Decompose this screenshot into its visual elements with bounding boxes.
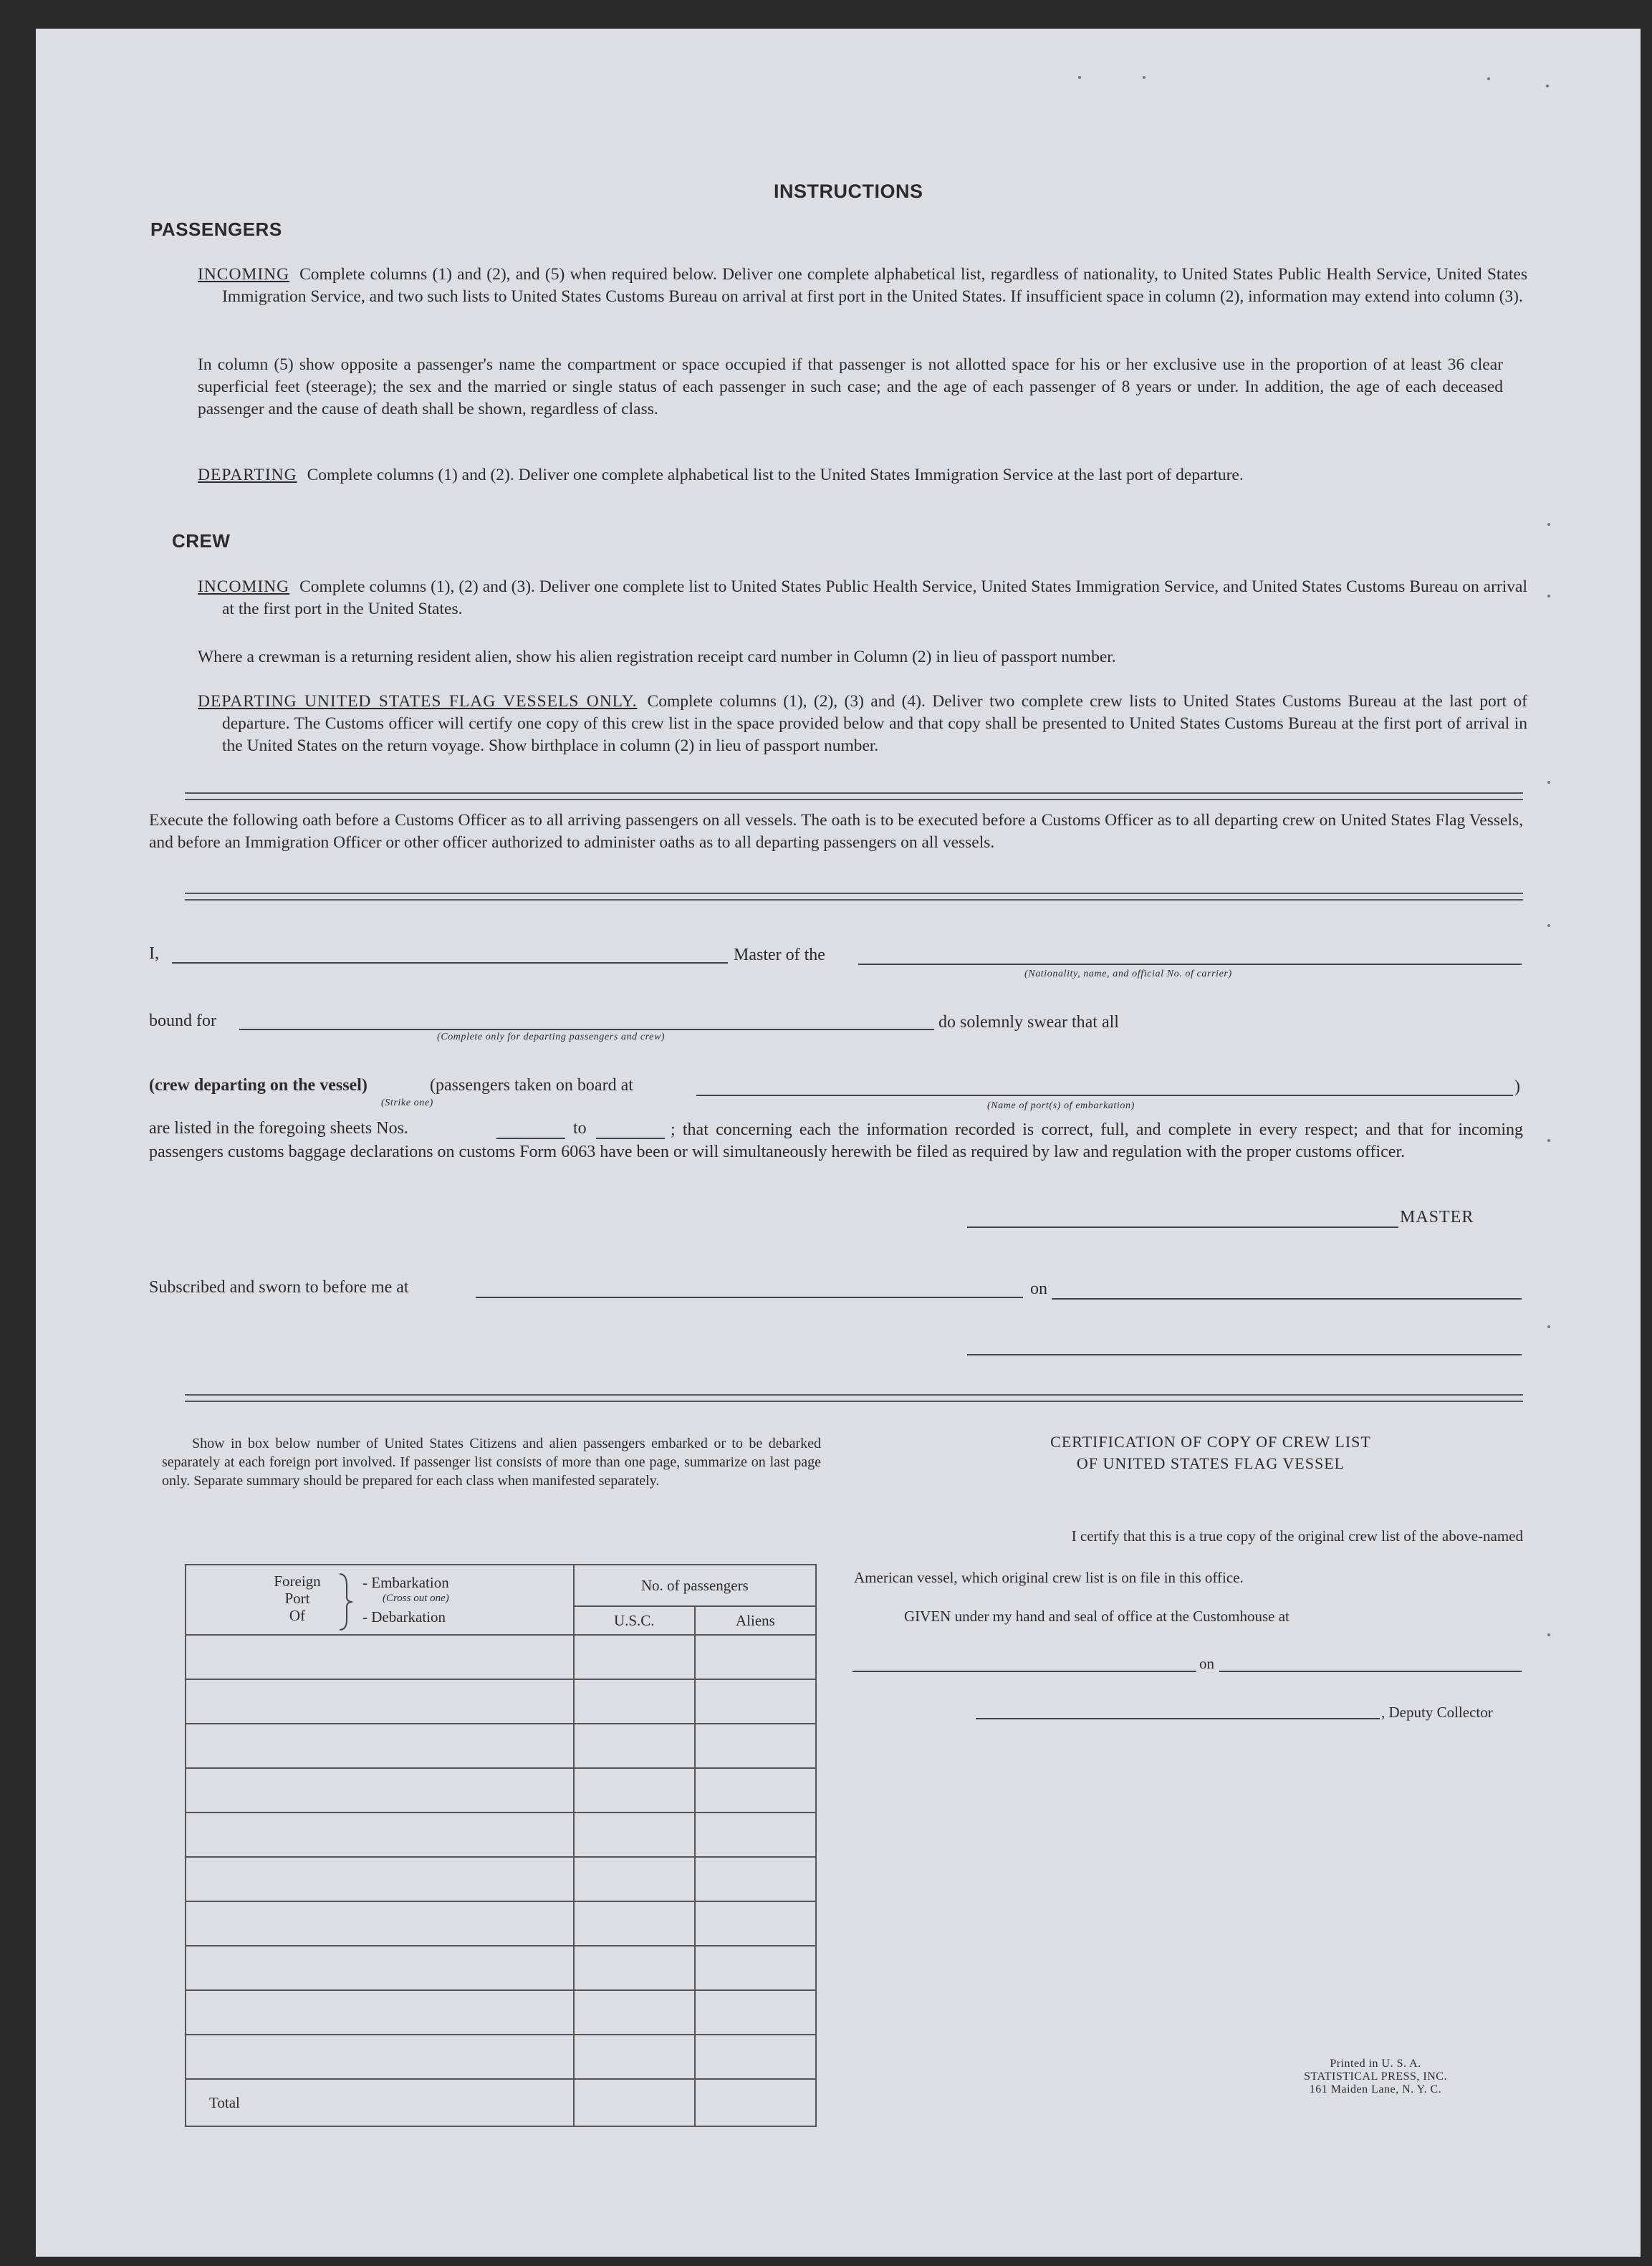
certify-date-field[interactable]	[1219, 1671, 1522, 1672]
port-cell[interactable]	[186, 1724, 574, 1768]
double-rule	[185, 893, 1523, 901]
total-row	[186, 2079, 816, 2126]
printer-imprint	[1239, 2058, 1512, 2096]
port-cell[interactable]	[186, 2035, 574, 2079]
table-header-row	[186, 1565, 816, 1606]
aliens-cell[interactable]	[695, 1724, 816, 1768]
port-cell[interactable]	[186, 1768, 574, 1813]
strike-one-caption: (Strike one)	[381, 1098, 433, 1108]
certify-line-1: I certify that this is a true copy of the original crew list of the above-named	[1071, 1527, 1523, 1545]
aliens-cell[interactable]	[695, 1857, 816, 1901]
aliens-cell[interactable]	[695, 1813, 816, 1857]
crew-heading: CREW	[172, 530, 231, 552]
table-row	[186, 1990, 816, 2035]
departing-label: DEPARTING	[198, 466, 297, 484]
aliens-total-cell[interactable]	[695, 2079, 816, 2126]
printer-line-3: 161 Maiden Lane, N. Y. C.	[1309, 2083, 1442, 2095]
close-paren: )	[1514, 1077, 1520, 1096]
sworn-on-label: on	[1030, 1280, 1047, 1298]
master-signature-field[interactable]	[967, 1226, 1398, 1228]
usc-cell[interactable]	[574, 1635, 695, 1679]
form-sheet	[36, 29, 1641, 2257]
sworn-date-field[interactable]	[1052, 1298, 1522, 1300]
no-of-passengers-header: No. of passengers	[574, 1565, 816, 1606]
column5-paragraph: In column (5) show opposite a passenger's name the compartment or space occupied if that passenger is not allotted space for his or her exclusive use in the proportion of at least 36 clear superficial feet (steerage); the sex and the married or single status of each passenger in such case; and the age of each passenger of 8 years or under. In addition, the age of each deceased passenger and the cause of death shall be shown, regardless of class.	[198, 355, 1503, 418]
table-row	[186, 1635, 816, 1679]
usc-cell[interactable]	[574, 1946, 695, 1990]
officer-signature-field[interactable]	[967, 1354, 1522, 1355]
usc-cell[interactable]	[574, 1813, 695, 1857]
aliens-cell[interactable]	[695, 1946, 816, 1990]
usc-cell[interactable]	[574, 1768, 695, 1813]
master-label: MASTER	[1400, 1208, 1474, 1226]
speck	[1143, 76, 1146, 79]
customhouse-field[interactable]	[853, 1671, 1196, 1672]
printer-line-2: STATISTICAL PRESS, INC.	[1304, 2070, 1447, 2083]
brace-icon	[337, 1571, 355, 1633]
carrier-caption: (Nationality, name, and official No. of carrier)	[1024, 969, 1232, 979]
passengers-taken-option[interactable]: (passengers taken on board at	[430, 1076, 633, 1095]
departing-text: Complete columns (1) and (2). Deliver one complete alphabetical list to the United States Immigration Service at the last port of departure.	[307, 466, 1244, 484]
certify-line-3: GIVEN under my hand and seal of office at the Customhouse at	[904, 1608, 1290, 1625]
bound-for-label: bound for	[149, 1012, 216, 1030]
carrier-field[interactable]	[858, 964, 1522, 965]
table-row	[186, 1768, 816, 1813]
aliens-cell[interactable]	[695, 1768, 816, 1813]
listed-statement: ; that concerning each the information recorded is correct, full, and complete in every respect; and that for incoming passengers customs baggage declarations on customs Form 6063 have been or will simultaneously herewith be filed as required by law and regulation with the proper customs officer.	[149, 1120, 1523, 1161]
speck	[1547, 523, 1550, 526]
aliens-cell[interactable]	[695, 1635, 816, 1679]
speck	[1487, 77, 1490, 80]
speck	[1547, 781, 1550, 784]
passengers-heading: PASSENGERS	[150, 219, 282, 240]
speck	[1547, 1633, 1550, 1636]
aliens-cell[interactable]	[695, 2035, 816, 2079]
aliens-header: Aliens	[695, 1606, 816, 1635]
instructions-heading: INSTRUCTIONS	[774, 181, 923, 202]
passengers-incoming-paragraph	[198, 264, 1527, 308]
table-row	[186, 1724, 816, 1768]
crew-departing-label: DEPARTING UNITED STATES FLAG VESSELS ONLY.	[198, 692, 638, 711]
crew-incoming-text: Complete columns (1), (2) and (3). Deliver one complete list to United States Public Health Service, United States Immigration Service, and United States Customs Bureau on arrival at the first port in the United States.	[222, 577, 1527, 618]
certify-line-2: American vessel, which original crew list is on file in this office.	[854, 1569, 1244, 1586]
speck	[1547, 1325, 1550, 1328]
double-rule	[185, 792, 1523, 800]
port-caption: (Name of port(s) of embarkation)	[987, 1100, 1135, 1111]
incoming-label: INCOMING	[198, 265, 290, 284]
sworn-place-field[interactable]	[476, 1297, 1023, 1298]
summary-note: Show in box below number of United States Citizens and alien passengers embarked or to be debarked separately at each foreign port involved. If passenger list consists of more than one page, summarize on last page only. Separate summary should be prepared for each class when manifested separately.	[162, 1436, 821, 1489]
oath-i-label: I,	[149, 944, 159, 963]
passenger-summary-table	[185, 1564, 817, 2127]
speck	[1547, 595, 1550, 597]
usc-total-cell[interactable]	[574, 2079, 695, 2126]
foreign-port-of-label: Foreign Port Of	[274, 1573, 321, 1624]
speck	[1546, 85, 1549, 87]
speck	[1547, 1139, 1550, 1142]
table-row	[186, 1857, 816, 1901]
foreign-port-header	[186, 1565, 574, 1635]
port-cell[interactable]	[186, 1679, 574, 1724]
table-row	[186, 1813, 816, 1857]
subscribed-label: Subscribed and sworn to before me at	[149, 1278, 409, 1297]
usc-cell[interactable]	[574, 1679, 695, 1724]
crew-departing-option[interactable]: (crew departing on the vessel)	[149, 1076, 368, 1095]
usc-header: U.S.C.	[574, 1606, 695, 1635]
printer-line-1: Printed in U. S. A.	[1330, 2058, 1421, 2070]
debarkation-label[interactable]: - Debarkation	[362, 1608, 446, 1626]
certification-title-1: CERTIFICATION OF COPY OF CREW LIST	[1050, 1433, 1371, 1451]
usc-cell[interactable]	[574, 1724, 695, 1768]
listed-prefix: are listed in the foregoing sheets Nos.	[149, 1119, 408, 1138]
deputy-collector-signature-field[interactable]	[976, 1718, 1380, 1719]
crew-incoming-label: INCOMING	[198, 577, 290, 596]
crew-departing-text: Complete columns (1), (2), (3) and (4). Deliver two complete crew lists to United States Customs Bureau at the last port of departure. The Customs officer will certify one copy of this crew list in the space provided below and that copy shall be presented to United States Customs Bureau at the first port of arrival in the United States on the return voyage. Show birthplace in column (2) in lieu of passport number.	[222, 692, 1527, 755]
master-of-the-label: Master of the	[734, 946, 825, 964]
crew-incoming-paragraph	[198, 576, 1527, 620]
master-name-field[interactable]	[172, 962, 728, 964]
table-row	[186, 2035, 816, 2079]
table-row	[186, 1901, 816, 1946]
aliens-cell[interactable]	[695, 1679, 816, 1724]
table-row	[186, 1679, 816, 1724]
usc-cell[interactable]	[574, 1990, 695, 2035]
crew-alien-paragraph: Where a crewman is a returning resident alien, show his alien registration receipt card number in Column (2) in lieu of passport number.	[198, 648, 1116, 666]
listed-to: to	[573, 1119, 587, 1138]
deputy-collector-label: , Deputy Collector	[1381, 1704, 1493, 1721]
embarkation-label[interactable]: - Embarkation	[362, 1574, 449, 1591]
incoming-text: Complete columns (1) and (2), and (5) when required below. Deliver one complete alphabetical list, regardless of nationality, to United States Public Health Service, United States Immigration Service, and two such lists to United States Customs Bureau on arrival at first port in the United States. If insufficient space in column (2), information may extend into column (3).	[222, 265, 1527, 306]
double-rule	[185, 1394, 1523, 1402]
bound-for-field[interactable]	[239, 1029, 934, 1030]
oath-intro: Execute the following oath before a Customs Officer as to all arriving passengers on all vessels. The oath is to be executed before a Customs Officer as to all departing crew on United States Flag Vessels, and before an Immigration Officer or other officer authorized to administer oaths as to all departing passengers on all vessels.	[149, 811, 1523, 852]
passengers-departing-paragraph	[198, 464, 1527, 486]
total-label: Total	[186, 2079, 574, 2126]
usc-cell[interactable]	[574, 1901, 695, 1946]
speck	[1078, 76, 1081, 79]
port-cell[interactable]	[186, 1901, 574, 1946]
table-row	[186, 1946, 816, 1990]
port-cell[interactable]	[186, 1857, 574, 1901]
certify-on-label: on	[1199, 1655, 1214, 1672]
usc-cell[interactable]	[574, 1857, 695, 1901]
crew-departing-paragraph	[198, 691, 1527, 757]
port-cell[interactable]	[186, 1813, 574, 1857]
port-cell[interactable]	[186, 1946, 574, 1990]
embarkation-port-field[interactable]	[696, 1095, 1513, 1096]
cross-out-caption: (Cross out one)	[383, 1593, 449, 1604]
aliens-cell[interactable]	[695, 1901, 816, 1946]
certification-title-2: OF UNITED STATES FLAG VESSEL	[1076, 1454, 1345, 1472]
aliens-cell[interactable]	[695, 1990, 816, 2035]
port-cell[interactable]	[186, 1635, 574, 1679]
speck	[1547, 924, 1550, 927]
swear-text: do solemnly swear that all	[938, 1013, 1119, 1032]
usc-cell[interactable]	[574, 2035, 695, 2079]
port-cell[interactable]	[186, 1990, 574, 2035]
bound-for-caption: (Complete only for departing passengers and crew)	[437, 1032, 666, 1042]
